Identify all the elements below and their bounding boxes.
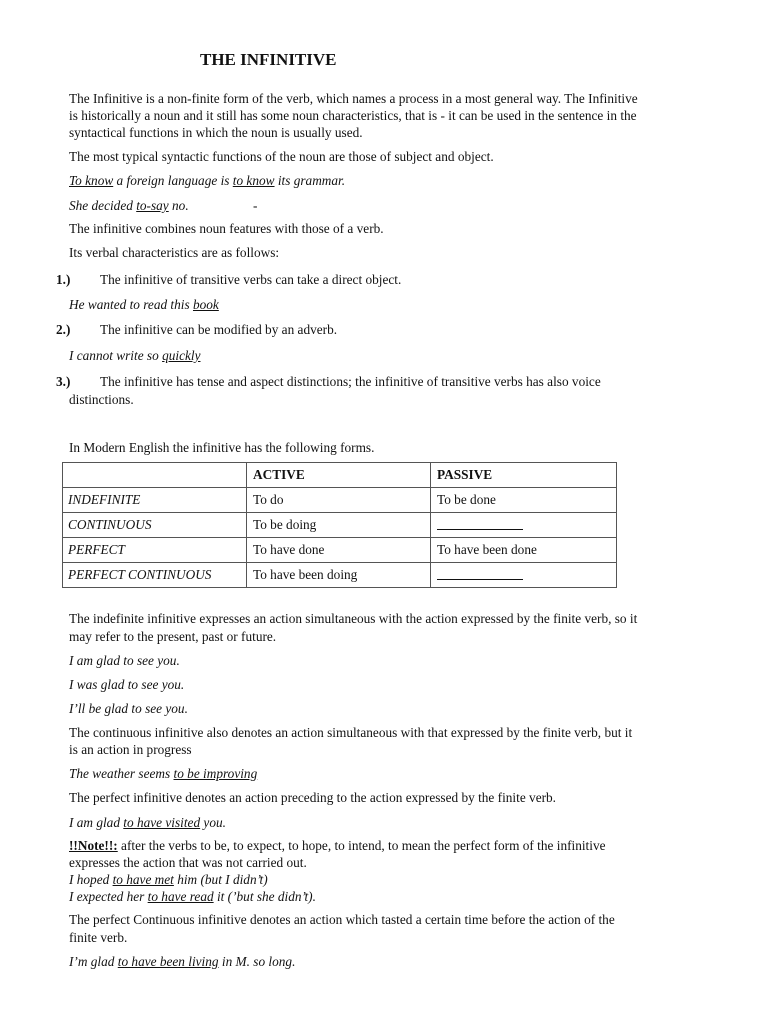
passive-cell-blank <box>431 563 617 588</box>
example-read <box>69 888 316 905</box>
forms-paragraph: In Modern English the infinitive has the following forms. <box>69 440 375 455</box>
list-number: 2.) <box>56 322 71 337</box>
dash-mark: - <box>253 198 258 213</box>
continuous-paragraph-line: is an action in progress <box>69 742 192 757</box>
combines-paragraph: The infinitive combines noun features with those of a verb. <box>69 221 384 236</box>
example-text: a foreign language is <box>113 173 233 188</box>
example-met <box>69 871 268 888</box>
table-row <box>63 513 617 538</box>
example-text: He wanted to read this <box>69 297 193 312</box>
underlined-object: book <box>192 297 219 312</box>
table-row <box>63 563 617 588</box>
example-text: you. <box>200 815 226 830</box>
example-visited <box>69 814 226 831</box>
table-row <box>63 488 617 513</box>
row-label: PERFECT CONTINUOUS <box>63 563 247 588</box>
continuous-paragraph-line: The continuous infinitive also denotes an action simultaneous with that expressed by the finite verb, but it <box>69 725 633 740</box>
intro-line: The Infinitive is a non-finite form of the verb, which names a process in a most general way. The Infinitive <box>69 91 638 106</box>
underlined-infinitive: to be improving <box>173 766 258 781</box>
example-book <box>69 296 219 313</box>
list-item-text: The infinitive can be modified by an adverb. <box>100 322 338 337</box>
example-living <box>69 953 295 970</box>
active-cell: To do <box>247 488 431 513</box>
example-text: She decided <box>69 198 137 213</box>
example-to-know <box>69 172 345 189</box>
note-paragraph <box>69 837 606 854</box>
example-text: I am glad <box>69 815 124 830</box>
example-text: its grammar. <box>274 173 346 188</box>
list-number: 1.) <box>56 272 71 287</box>
verbal-characteristics-paragraph: Its verbal characteristics are as follows: <box>69 245 280 260</box>
example-text: I’m glad <box>69 954 118 969</box>
infinitive-forms-table <box>62 462 617 588</box>
list-item-text: The infinitive of transitive verbs can take a direct object. <box>100 272 402 287</box>
blank-line <box>437 517 523 530</box>
table-header-cell <box>63 463 247 488</box>
indefinite-paragraph-line: may refer to the present, past or future. <box>69 629 277 644</box>
underlined-infinitive: to-say <box>136 198 169 213</box>
note-label: !!Note!!: <box>69 838 118 853</box>
example-text: it (’but she didn’t). <box>213 889 316 904</box>
underlined-infinitive: to have met <box>112 872 174 887</box>
example-text: I cannot write so <box>69 348 163 363</box>
indefinite-paragraph-line: The indefinite infinitive expresses an action simultaneous with the action expressed by the finite verb, so it <box>69 611 638 626</box>
list-item-text: The infinitive has tense and aspect distinctions; the infinitive of transitive verbs has also voice <box>100 374 601 389</box>
underlined-infinitive: to have been living <box>117 954 219 969</box>
example-glad: I’ll be glad to see you. <box>69 701 188 716</box>
blank-line <box>437 567 523 580</box>
list-number: 3.) <box>56 374 71 389</box>
table-header-active: ACTIVE <box>247 463 431 488</box>
table-row <box>63 538 617 563</box>
perfect-paragraph: The perfect infinitive denotes an action preceding to the action expressed by the finite verb. <box>69 790 556 805</box>
perfect-continuous-paragraph-line: The perfect Continuous infinitive denotes an action which tasted a certain time before the action of the <box>69 912 615 927</box>
underlined-infinitive: to have read <box>147 889 214 904</box>
typical-functions-paragraph: The most typical syntactic functions of the noun are those of subject and object. <box>69 149 494 164</box>
active-cell: To have been doing <box>247 563 431 588</box>
example-glad: I was glad to see you. <box>69 677 185 692</box>
active-cell: To be doing <box>247 513 431 538</box>
example-text: him (but I didn’t) <box>173 872 268 887</box>
row-label: INDEFINITE <box>63 488 247 513</box>
note-text: after the verbs to be, to expect, to hope, to intend, to mean the perfect form of the infinitive <box>117 838 606 853</box>
underlined-infinitive: to have visited <box>123 815 201 830</box>
underlined-infinitive: to know <box>232 173 275 188</box>
underlined-adverb: quickly <box>162 348 201 363</box>
list-item-text-continued: distinctions. <box>69 392 134 407</box>
page-title: THE INFINITIVE <box>200 50 337 69</box>
intro-line: syntactical functions in which the noun is usually used. <box>69 125 363 140</box>
example-text: no. <box>168 198 189 213</box>
example-text: The weather seems <box>69 766 174 781</box>
active-cell: To have done <box>247 538 431 563</box>
table-header-passive: PASSIVE <box>431 463 617 488</box>
row-label: CONTINUOUS <box>63 513 247 538</box>
passive-cell: To be done <box>431 488 617 513</box>
example-text: I expected her <box>69 889 148 904</box>
underlined-infinitive: To know <box>69 173 114 188</box>
example-quickly <box>69 347 200 364</box>
note-paragraph-line: expresses the action that was not carried out. <box>69 855 307 870</box>
passive-cell: To have been done <box>431 538 617 563</box>
example-to-say <box>69 197 189 214</box>
row-label: PERFECT <box>63 538 247 563</box>
perfect-continuous-paragraph-line: finite verb. <box>69 930 128 945</box>
example-glad: I am glad to see you. <box>69 653 180 668</box>
intro-line: is historically a noun and it still has some noun characteristics, that is - it can be used in the sentence in the <box>69 108 637 123</box>
example-text: in M. so long. <box>218 954 296 969</box>
table-header-row <box>63 463 617 488</box>
example-weather <box>69 765 257 782</box>
example-text: I hoped <box>69 872 113 887</box>
passive-cell-blank <box>431 513 617 538</box>
